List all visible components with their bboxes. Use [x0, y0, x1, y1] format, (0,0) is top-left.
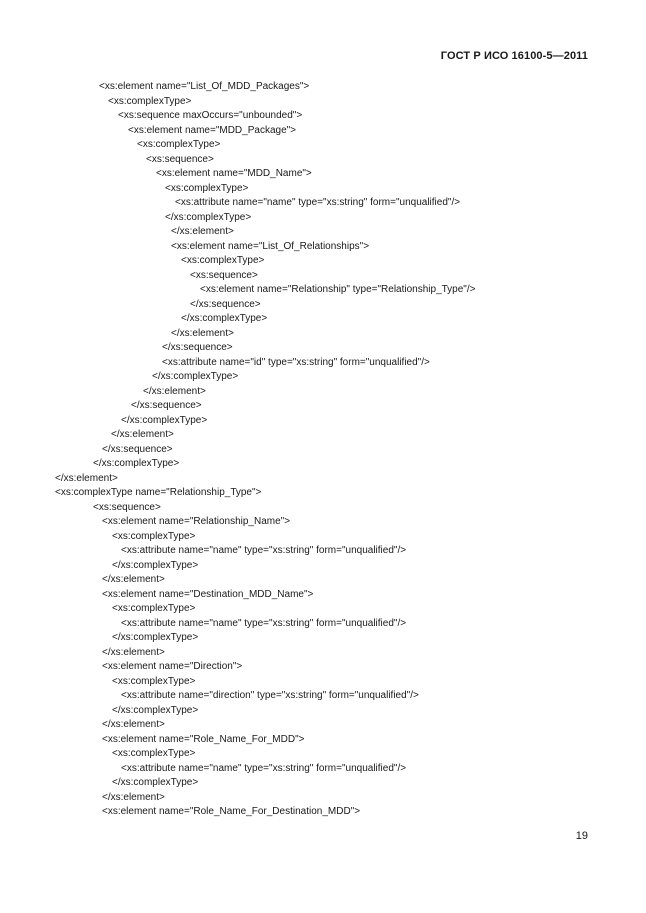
- code-line: <xs:attribute name="name" type="xs:string" form="unqualified"/>: [175, 197, 461, 208]
- code-line: <xs:element name="Role_Name_For_Destination_MDD">: [102, 806, 361, 817]
- page-number: 19: [575, 830, 588, 842]
- code-line: <xs:attribute name="name" type="xs:string" form="unqualified"/>: [121, 617, 407, 629]
- code-line: <xs:element name="Role_Name_For_MDD">: [102, 733, 305, 745]
- code-line: <xs:element name="Relationship" type="Relationship_Type"/>: [200, 284, 476, 295]
- code-line: <xs:element name="MDD_Name">: [156, 168, 312, 179]
- code-line: </xs:element>: [102, 646, 165, 658]
- code-line: <xs:complexType>: [181, 255, 265, 266]
- code-line: </xs:element>: [102, 719, 165, 730]
- code-line: <xs:element name="List_Of_MDD_Packages">: [99, 81, 310, 92]
- code-line: </xs:sequence>: [190, 298, 261, 310]
- code-line: </xs:element>: [102, 574, 165, 585]
- code-line: <xs:complexType>: [112, 748, 196, 759]
- code-line: </xs:element>: [143, 385, 206, 397]
- code-line: <xs:complexType>: [137, 139, 221, 150]
- code-line: <xs:attribute name="name" type="xs:string" form="unqualified"/>: [121, 762, 407, 774]
- code-line: <xs:complexType name="Relationship_Type">: [55, 487, 262, 498]
- code-line: </xs:complexType>: [112, 704, 199, 716]
- code-line: </xs:element>: [102, 791, 165, 803]
- code-line: <xs:attribute name="id" type="xs:string" form="unqualified"/>: [162, 356, 430, 368]
- code-line: <xs:sequence>: [190, 269, 258, 281]
- code-line: </xs:sequence>: [162, 342, 233, 353]
- code-line: <xs:sequence>: [93, 501, 161, 513]
- code-line: <xs:attribute name="direction" type="xs:string" form="unqualified"/>: [121, 690, 419, 701]
- code-line: </xs:complexType>: [112, 777, 199, 788]
- code-line: </xs:element>: [171, 327, 234, 339]
- code-line: </xs:sequence>: [102, 443, 173, 455]
- code-line: </xs:sequence>: [131, 400, 202, 411]
- code-line: <xs:attribute name="name" type="xs:string" form="unqualified"/>: [121, 545, 407, 556]
- code-line: <xs:complexType>: [112, 530, 196, 542]
- code-line: <xs:complexType>: [165, 182, 249, 194]
- code-line: <xs:element name="Direction">: [102, 661, 243, 672]
- code-line: </xs:element>: [171, 226, 234, 237]
- code-line: </xs:complexType>: [112, 632, 199, 643]
- code-line: <xs:sequence>: [146, 153, 214, 165]
- code-line: <xs:sequence maxOccurs="unbounded">: [118, 110, 303, 121]
- code-line: </xs:complexType>: [121, 414, 208, 426]
- code-line: </xs:complexType>: [152, 371, 239, 382]
- code-line: </xs:element>: [111, 429, 174, 440]
- code-line: <xs:complexType>: [112, 603, 196, 614]
- code-line: </xs:element>: [55, 472, 118, 484]
- code-line: </xs:complexType>: [112, 559, 199, 571]
- code-line: </xs:complexType>: [181, 313, 268, 324]
- code-line: <xs:element name="Relationship_Name">: [102, 516, 291, 527]
- code-line: </xs:complexType>: [165, 211, 252, 223]
- code-line: <xs:element name="Destination_MDD_Name">: [102, 588, 314, 600]
- code-line: <xs:element name="MDD_Package">: [128, 124, 297, 136]
- code-line: </xs:complexType>: [93, 458, 180, 469]
- code-line: <xs:element name="List_Of_Relationships">: [171, 240, 370, 252]
- code-line: <xs:complexType>: [108, 95, 192, 107]
- page-header-standard: ГОСТ Р ИСО 16100-5—2011: [440, 50, 588, 62]
- code-line: <xs:complexType>: [112, 675, 196, 687]
